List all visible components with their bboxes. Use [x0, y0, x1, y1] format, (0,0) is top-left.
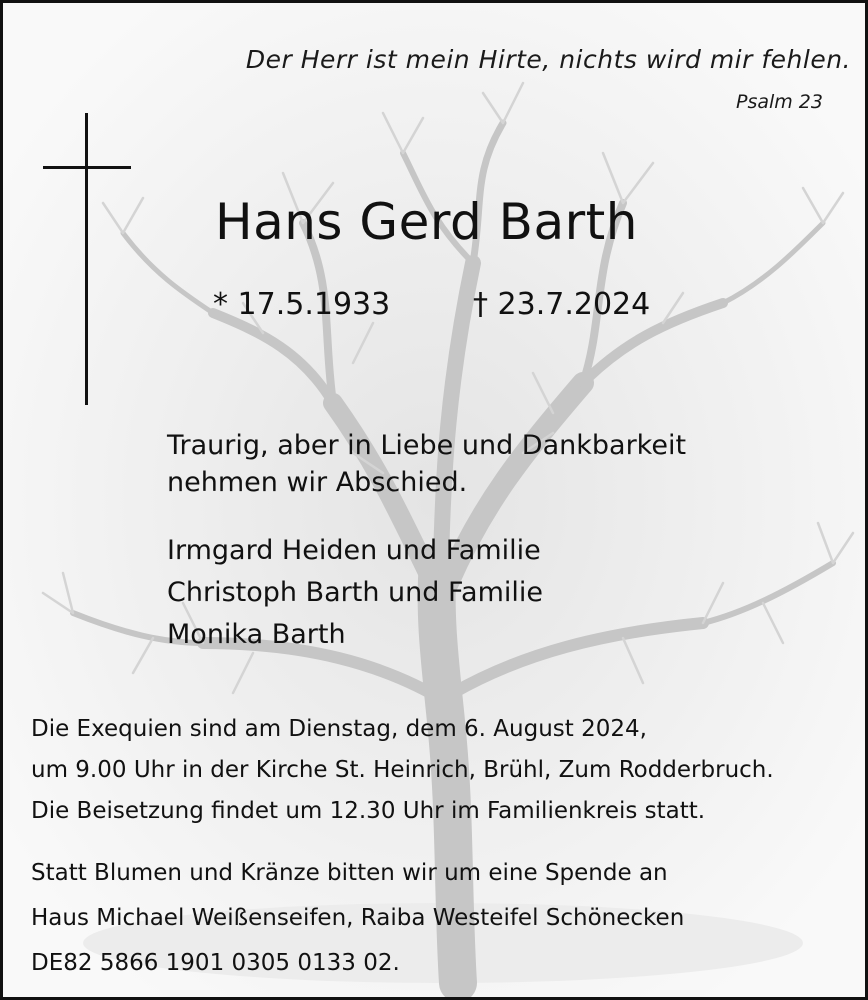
funeral-details: [31, 709, 774, 832]
mourner-name: Irmgard Heiden und Familie: [167, 535, 541, 566]
motto-source: Psalm 23: [735, 91, 823, 113]
mourner-name: Christoph Barth und Familie: [167, 577, 543, 608]
mourning-line: nehmen wir Abschied.: [167, 467, 468, 498]
donation-line: Haus Michael Weißenseifen, Raiba Westeifel Schönecken: [31, 905, 685, 931]
funeral-line: um 9.00 Uhr in der Kirche St. Heinrich, Brühl, Zum Rodderbruch.: [31, 757, 774, 783]
donation-iban: DE82 5866 1901 0305 0133 02.: [31, 950, 400, 976]
funeral-line: Die Exequien sind am Dienstag, dem 6. August 2024,: [31, 716, 647, 742]
funeral-line: Die Beisetzung findet um 12.30 Uhr im Familienkreis statt.: [31, 798, 706, 824]
birth-date: * 17.5.1933: [213, 287, 391, 322]
mourners-list: [167, 530, 543, 656]
deceased-name: Hans Gerd Barth: [215, 193, 638, 251]
motto-quote: Der Herr ist mein Hirte, nichts wird mir fehlen.: [245, 45, 851, 74]
mourning-line: Traurig, aber in Liebe und Dankbarkeit: [167, 430, 687, 461]
mourning-text: [167, 427, 686, 501]
death-date: † 23.7.2024: [473, 287, 651, 322]
donation-line: Statt Blumen und Kränze bitten wir um eine Spende an: [31, 860, 668, 886]
mourner-name: Monika Barth: [167, 619, 346, 650]
donation-request: [31, 851, 684, 986]
latin-cross-icon: [43, 113, 131, 405]
